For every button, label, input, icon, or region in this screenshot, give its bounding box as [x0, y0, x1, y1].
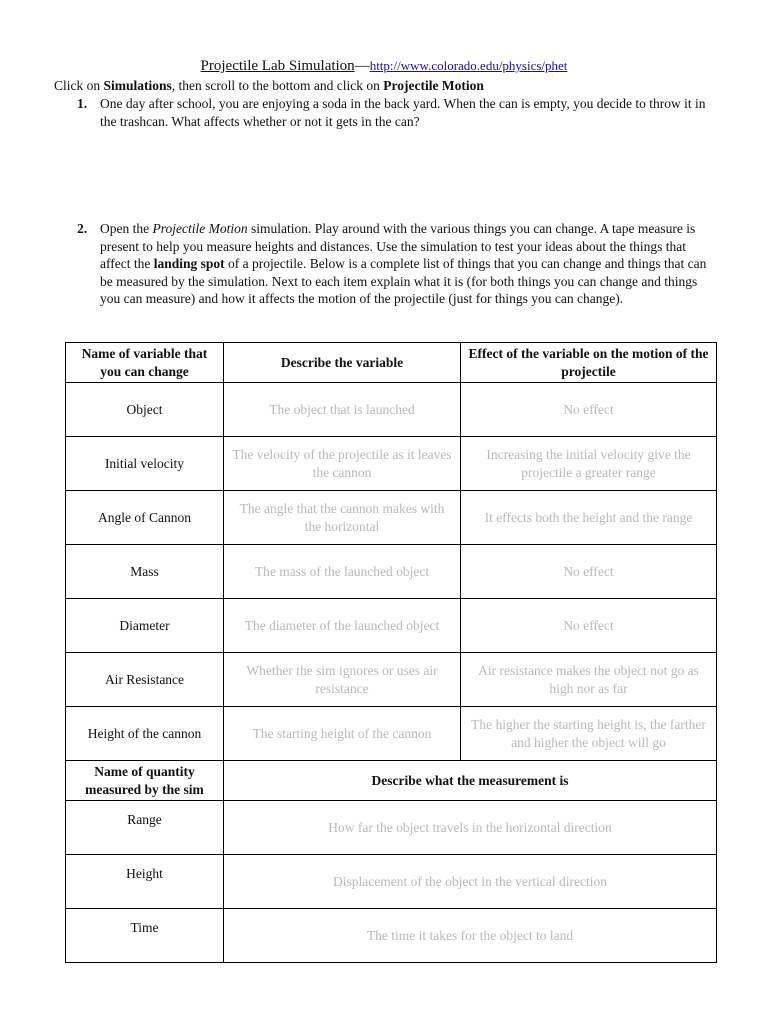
instructions-line	[54, 78, 484, 94]
instructions-simulations: Simulations	[103, 78, 172, 93]
table-row	[66, 437, 717, 491]
question-2-text-3: of a projectile. Below is a complete list of things that you can change and things that can be measured by the simulation. Next to each item explain what it is (for both things you can change and things you can measure) and how it affects the motion of the projectile (just for things you can change).	[100, 256, 707, 307]
table-row	[66, 383, 717, 437]
table-row	[66, 909, 717, 963]
variable-name: Air Resistance	[66, 653, 224, 707]
table-row	[66, 653, 717, 707]
measure-header-row	[66, 761, 717, 801]
table-row	[66, 801, 717, 855]
variables-table	[65, 342, 717, 963]
header-effect: Effect of the variable on the motion of the projectile	[461, 343, 717, 383]
variable-name: Height of the cannon	[66, 707, 224, 761]
table-header-row	[66, 343, 717, 383]
quantity-name: Time	[66, 909, 224, 963]
header-measurement: Describe what the measurement is	[224, 761, 717, 801]
variable-name: Diameter	[66, 599, 224, 653]
table-row	[66, 599, 717, 653]
variable-name: Mass	[66, 545, 224, 599]
quantity-name: Range	[66, 801, 224, 855]
variable-description[interactable]: The velocity of the projectile as it leaves the cannon	[224, 437, 461, 491]
table-row	[66, 707, 717, 761]
variable-description[interactable]: The starting height of the cannon	[224, 707, 461, 761]
variable-effect[interactable]: No effect	[461, 383, 717, 437]
question-1-number: 1.	[77, 96, 88, 111]
variable-description[interactable]: The diameter of the launched object	[224, 599, 461, 653]
instructions-projectile-motion: Projectile Motion	[383, 78, 484, 93]
variable-name: Angle of Cannon	[66, 491, 224, 545]
question-1	[77, 95, 715, 130]
table-row	[66, 545, 717, 599]
variable-description[interactable]: The mass of the launched object	[224, 545, 461, 599]
header-quantity-name: Name of quantity measured by the sim	[66, 761, 224, 801]
variable-effect[interactable]: It effects both the height and the range	[461, 491, 717, 545]
question-2-landing-spot: landing spot	[153, 256, 225, 272]
title-text: Projectile Lab Simulation	[200, 58, 355, 74]
variable-effect[interactable]: No effect	[461, 599, 717, 653]
quantity-description[interactable]: Displacement of the object in the vertical direction	[224, 855, 717, 909]
quantity-name: Height	[66, 855, 224, 909]
instructions-text-1: Click on	[54, 78, 104, 93]
variable-description[interactable]: Whether the sim ignores or uses air resistance	[224, 653, 461, 707]
quantity-description[interactable]: The time it takes for the object to land	[224, 909, 717, 963]
question-2-text-1: Open the	[100, 221, 153, 236]
variable-description[interactable]: The object that is launched	[224, 383, 461, 437]
title-dash: —	[354, 58, 370, 74]
quantity-description[interactable]: How far the object travels in the horizontal direction	[224, 801, 717, 855]
header-variable-name: Name of variable that you can change	[66, 343, 224, 383]
variable-name: Initial velocity	[66, 437, 224, 491]
instructions-text-2: , then scroll to the bottom and click on	[171, 78, 384, 93]
variable-effect[interactable]: No effect	[461, 545, 717, 599]
variable-name: Object	[66, 383, 224, 437]
table-row	[66, 855, 717, 909]
question-2-sim-name: Projectile Motion	[152, 221, 248, 236]
variable-description[interactable]: The angle that the cannon makes with the horizontal	[224, 491, 461, 545]
question-2-number: 2.	[77, 221, 88, 236]
phet-link[interactable]: http://www.colorado.edu/physics/phet	[369, 58, 568, 73]
variable-effect[interactable]: The higher the starting height is, the farther and higher the object will go	[461, 707, 717, 761]
question-1-text: One day after school, you are enjoying a soda in the back yard. When the can is empty, you decide to throw it in the trashcan. What affects whether or not it gets in the can?	[100, 96, 706, 129]
question-2	[77, 220, 715, 308]
variable-effect[interactable]: Air resistance makes the object not go as high nor as far	[461, 653, 717, 707]
question-2-text-2: simulation. Play around with the various things you can change. A tape measure is present to help you measure heights and distances. Use the simulation to test your ideas about the things that affect the	[100, 221, 696, 272]
page-title	[0, 58, 768, 75]
variable-effect[interactable]: Increasing the initial velocity give the projectile a greater range	[461, 437, 717, 491]
table-row	[66, 491, 717, 545]
header-describe: Describe the variable	[224, 343, 461, 383]
